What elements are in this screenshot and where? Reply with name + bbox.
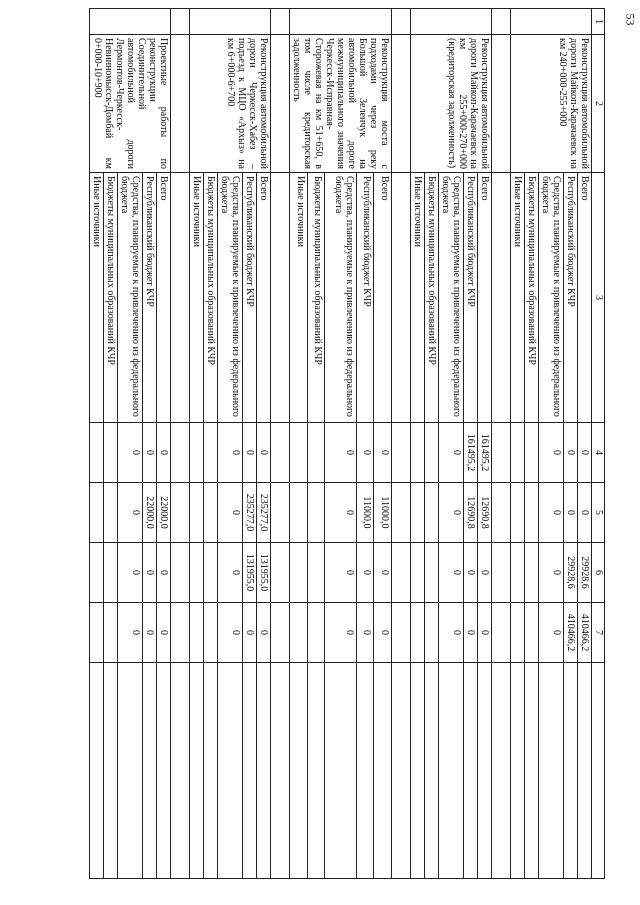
empty-cell (425, 663, 439, 879)
block-separator (271, 9, 290, 879)
empty-cell (511, 663, 525, 879)
page-number: 53 (623, 13, 638, 26)
amount-cell: 0 (118, 423, 143, 483)
amount-cell (525, 423, 539, 483)
amount-cell (290, 423, 308, 483)
funding-source-cell: Всего (257, 173, 271, 423)
empty-cell (492, 423, 511, 483)
table-row (578, 9, 592, 879)
empty-cell (271, 173, 290, 423)
amount-cell (204, 483, 218, 543)
funding-source-cell: Республиканский бюджет КЧР (243, 173, 257, 423)
empty-cell (271, 9, 290, 35)
amount-cell: 0 (157, 543, 171, 603)
amount-cell: 11000,0 (374, 483, 392, 543)
amount-cell: 0 (143, 543, 157, 603)
empty-cell (190, 663, 204, 879)
empty-cell (271, 483, 290, 543)
amount-cell: 0 (374, 603, 392, 663)
amount-cell: 11000,0 (356, 483, 374, 543)
empty-cell (392, 173, 411, 423)
empty-cell (171, 603, 190, 663)
empty-cell (171, 663, 190, 879)
amount-cell: 0 (539, 423, 564, 483)
empty-cell (492, 603, 511, 663)
amount-cell (290, 543, 308, 603)
amount-cell: 0 (464, 603, 478, 663)
amount-cell (204, 603, 218, 663)
amount-cell: 0 (578, 483, 592, 543)
amount-cell: 0 (118, 483, 143, 543)
amount-cell: 12690,8 (464, 483, 478, 543)
funding-source-cell: Средства, планируемые к привлечению из федерального бюджета (325, 173, 356, 423)
amount-cell: 0 (218, 483, 243, 543)
amount-cell: 0 (157, 603, 171, 663)
funding-source-cell: Средства, планируемые к привлечению из федерального бюджета (118, 173, 143, 423)
column-number: 1 (592, 9, 605, 35)
amount-cell: 0 (325, 483, 356, 543)
empty-cell (392, 9, 411, 35)
amount-cell: 410466,2 (564, 603, 578, 663)
amount-cell: 0 (439, 483, 464, 543)
funding-source-cell: Средства, планируемые к привлечению из федерального бюджета (439, 173, 464, 423)
amount-cell: 0 (374, 423, 392, 483)
empty-cell (90, 663, 104, 879)
empty-cell (257, 663, 271, 879)
amount-cell: 0 (143, 603, 157, 663)
empty-cell (218, 663, 243, 879)
funding-source-cell: Всего (578, 173, 592, 423)
amount-cell: 0 (118, 543, 143, 603)
empty-cell (243, 663, 257, 879)
amount-cell: 0 (564, 423, 578, 483)
amount-cell: 161495,2 (478, 423, 492, 483)
amount-cell: 161495,2 (464, 423, 478, 483)
amount-cell (90, 543, 104, 603)
amount-cell: 29928,6 (564, 543, 578, 603)
amount-cell: 0 (218, 603, 243, 663)
funding-source-cell: Бюджеты муниципальных образований КЧР (425, 173, 439, 423)
empty-cell (492, 663, 511, 879)
funding-source-cell: Всего (374, 173, 392, 423)
amount-cell: 0 (325, 603, 356, 663)
amount-cell: 0 (539, 603, 564, 663)
amount-cell (511, 483, 525, 543)
block-separator (392, 9, 411, 879)
amount-cell: 0 (356, 423, 374, 483)
amount-cell: 0 (439, 423, 464, 483)
amount-cell (411, 543, 425, 603)
amount-cell: 131955,0 (257, 543, 271, 603)
column-number: 7 (592, 603, 605, 663)
funding-source-cell: Иные источники (290, 173, 308, 423)
empty-cell (564, 663, 578, 879)
amount-cell: 0 (356, 543, 374, 603)
amount-cell (90, 603, 104, 663)
funding-source-cell: Всего (478, 173, 492, 423)
empty-cell (492, 9, 511, 35)
amount-cell: 0 (539, 543, 564, 603)
funding-source-cell: Республиканский бюджет КЧР (464, 173, 478, 423)
empty-cell (578, 663, 592, 879)
amount-cell (190, 423, 204, 483)
amount-cell: 0 (439, 603, 464, 663)
amount-cell (190, 543, 204, 603)
row-index-cell (411, 9, 492, 35)
funding-source-cell: Иные источники (190, 173, 204, 423)
amount-cell: 0 (478, 603, 492, 663)
empty-cell (439, 663, 464, 879)
empty-cell (325, 663, 356, 879)
row-index-cell (90, 9, 171, 35)
funding-source-cell: Бюджеты муниципальных образований КЧР (104, 173, 118, 423)
amount-cell: 0 (218, 423, 243, 483)
amount-cell (525, 483, 539, 543)
amount-cell (411, 483, 425, 543)
empty-cell (171, 483, 190, 543)
column-number-row (592, 9, 605, 879)
amount-cell: 0 (439, 543, 464, 603)
empty-cell (392, 35, 411, 173)
amount-cell: 0 (157, 423, 171, 483)
amount-cell: 0 (464, 543, 478, 603)
empty-cell (492, 173, 511, 423)
empty-cell (392, 663, 411, 879)
block-separator (171, 9, 190, 879)
column-number: 2 (592, 35, 605, 173)
blank-column (592, 663, 605, 879)
amount-cell (425, 483, 439, 543)
table-row (374, 9, 392, 879)
amount-cell (104, 483, 118, 543)
column-number: 5 (592, 483, 605, 543)
amount-cell (425, 603, 439, 663)
empty-cell (271, 663, 290, 879)
table-row (478, 9, 492, 879)
amount-cell (104, 543, 118, 603)
amount-cell: 410466,2 (578, 603, 592, 663)
row-index-cell (511, 9, 592, 35)
amount-cell: 0 (243, 423, 257, 483)
block-separator (492, 9, 511, 879)
amount-cell: 0 (325, 423, 356, 483)
amount-cell (104, 603, 118, 663)
amount-cell: 0 (356, 603, 374, 663)
empty-cell (171, 173, 190, 423)
amount-cell (307, 423, 325, 483)
amount-cell (511, 423, 525, 483)
amount-cell: 22000,0 (143, 483, 157, 543)
empty-cell (104, 663, 118, 879)
empty-cell (539, 663, 564, 879)
budget-table-sheet (60, 8, 605, 878)
amount-cell (190, 483, 204, 543)
amount-cell: 22000,0 (157, 483, 171, 543)
row-index-cell (190, 9, 271, 35)
amount-cell (307, 543, 325, 603)
empty-cell (204, 663, 218, 879)
empty-cell (290, 663, 308, 879)
funding-source-cell: Бюджеты муниципальных образований КЧР (204, 173, 218, 423)
amount-cell: 29928,6 (578, 543, 592, 603)
amount-cell (290, 603, 308, 663)
amount-cell: 0 (325, 543, 356, 603)
funding-source-cell: Средства, планируемые к привлечению из федерального бюджета (539, 173, 564, 423)
empty-cell (271, 543, 290, 603)
amount-cell (525, 543, 539, 603)
amount-cell (511, 543, 525, 603)
table-row (157, 9, 171, 879)
empty-cell (171, 543, 190, 603)
amount-cell: 0 (218, 543, 243, 603)
amount-cell: 0 (564, 483, 578, 543)
amount-cell: 0 (143, 423, 157, 483)
empty-cell (171, 35, 190, 173)
object-name-cell: Реконструкция автомобильной дороги Черкесск-Хабез – подъезд к МЦО «Архыз» на км 6+000-6+700 (190, 35, 271, 173)
empty-cell (525, 663, 539, 879)
amount-cell (411, 423, 425, 483)
empty-cell (464, 663, 478, 879)
amount-cell (307, 483, 325, 543)
empty-cell (171, 9, 190, 35)
empty-cell (271, 35, 290, 173)
empty-cell (271, 423, 290, 483)
amount-cell: 0 (478, 543, 492, 603)
amount-cell: 0 (118, 603, 143, 663)
amount-cell (204, 543, 218, 603)
funding-source-cell: Бюджеты муниципальных образований КЧР (525, 173, 539, 423)
object-name-cell: Реконструкция автомобильной дороги Майкоп-Карачаевск на км 255+000-270+000 (кредиторская задолженность) (411, 35, 492, 173)
amount-cell: 235277,0 (257, 483, 271, 543)
amount-cell (190, 603, 204, 663)
amount-cell: 0 (578, 423, 592, 483)
empty-cell (307, 663, 325, 879)
empty-cell (143, 663, 157, 879)
amount-cell: 12690,8 (478, 483, 492, 543)
row-index-cell (290, 9, 392, 35)
empty-cell (411, 663, 425, 879)
empty-cell (356, 663, 374, 879)
empty-cell (392, 603, 411, 663)
object-name-cell: Проектные работы по реконструкции Соединительной автомобильной дороги Лермонтов-Черкесск-Невинномысск-Домбай км 0+000-10+900 (90, 35, 171, 173)
amount-cell (511, 603, 525, 663)
amount-cell: 0 (257, 423, 271, 483)
empty-cell (374, 663, 392, 879)
amount-cell: 235277,0 (243, 483, 257, 543)
amount-cell (307, 603, 325, 663)
empty-cell (171, 423, 190, 483)
amount-cell (90, 423, 104, 483)
empty-cell (392, 543, 411, 603)
funding-source-cell: Иные источники (411, 173, 425, 423)
funding-source-cell: Республиканский бюджет КЧР (356, 173, 374, 423)
empty-cell (392, 483, 411, 543)
column-number: 3 (592, 173, 605, 423)
funding-source-cell: Бюджеты муниципальных образований КЧР (307, 173, 325, 423)
empty-cell (492, 483, 511, 543)
object-name-cell: Реконструкция автомобильной дороги Майкоп-Карачаевск на км 240+000-255+000 (511, 35, 592, 173)
amount-cell (204, 423, 218, 483)
funding-source-cell: Республиканский бюджет КЧР (143, 173, 157, 423)
funding-source-cell: Республиканский бюджет КЧР (564, 173, 578, 423)
funding-source-cell: Иные источники (90, 173, 104, 423)
amount-cell (90, 483, 104, 543)
empty-cell (392, 423, 411, 483)
funding-source-cell: Всего (157, 173, 171, 423)
amount-cell (425, 543, 439, 603)
amount-cell (104, 423, 118, 483)
amount-cell (425, 423, 439, 483)
column-number: 6 (592, 543, 605, 603)
empty-cell (492, 543, 511, 603)
budget-table (89, 8, 605, 879)
amount-cell: 131955,0 (243, 543, 257, 603)
table-body (90, 9, 592, 879)
empty-cell (157, 663, 171, 879)
empty-cell (478, 663, 492, 879)
table-row (257, 9, 271, 879)
funding-source-cell: Средства, планируемые к привлечению из федерального бюджета (218, 173, 243, 423)
amount-cell (411, 603, 425, 663)
object-name-cell: Реконструкция моста с подходами через реку Большой Зеленчук на автомобильной дороге межмуниципального значения Черкесск-Исправная-Сторожевая на км 51+650, в том числе кредиторская задолженность (290, 35, 392, 173)
amount-cell: 0 (374, 543, 392, 603)
amount-cell: 0 (257, 603, 271, 663)
funding-source-cell: Иные источники (511, 173, 525, 423)
amount-cell (525, 603, 539, 663)
amount-cell: 0 (243, 603, 257, 663)
empty-cell (118, 663, 143, 879)
column-number: 4 (592, 423, 605, 483)
amount-cell (290, 483, 308, 543)
empty-cell (271, 603, 290, 663)
amount-cell: 0 (539, 483, 564, 543)
empty-cell (492, 35, 511, 173)
